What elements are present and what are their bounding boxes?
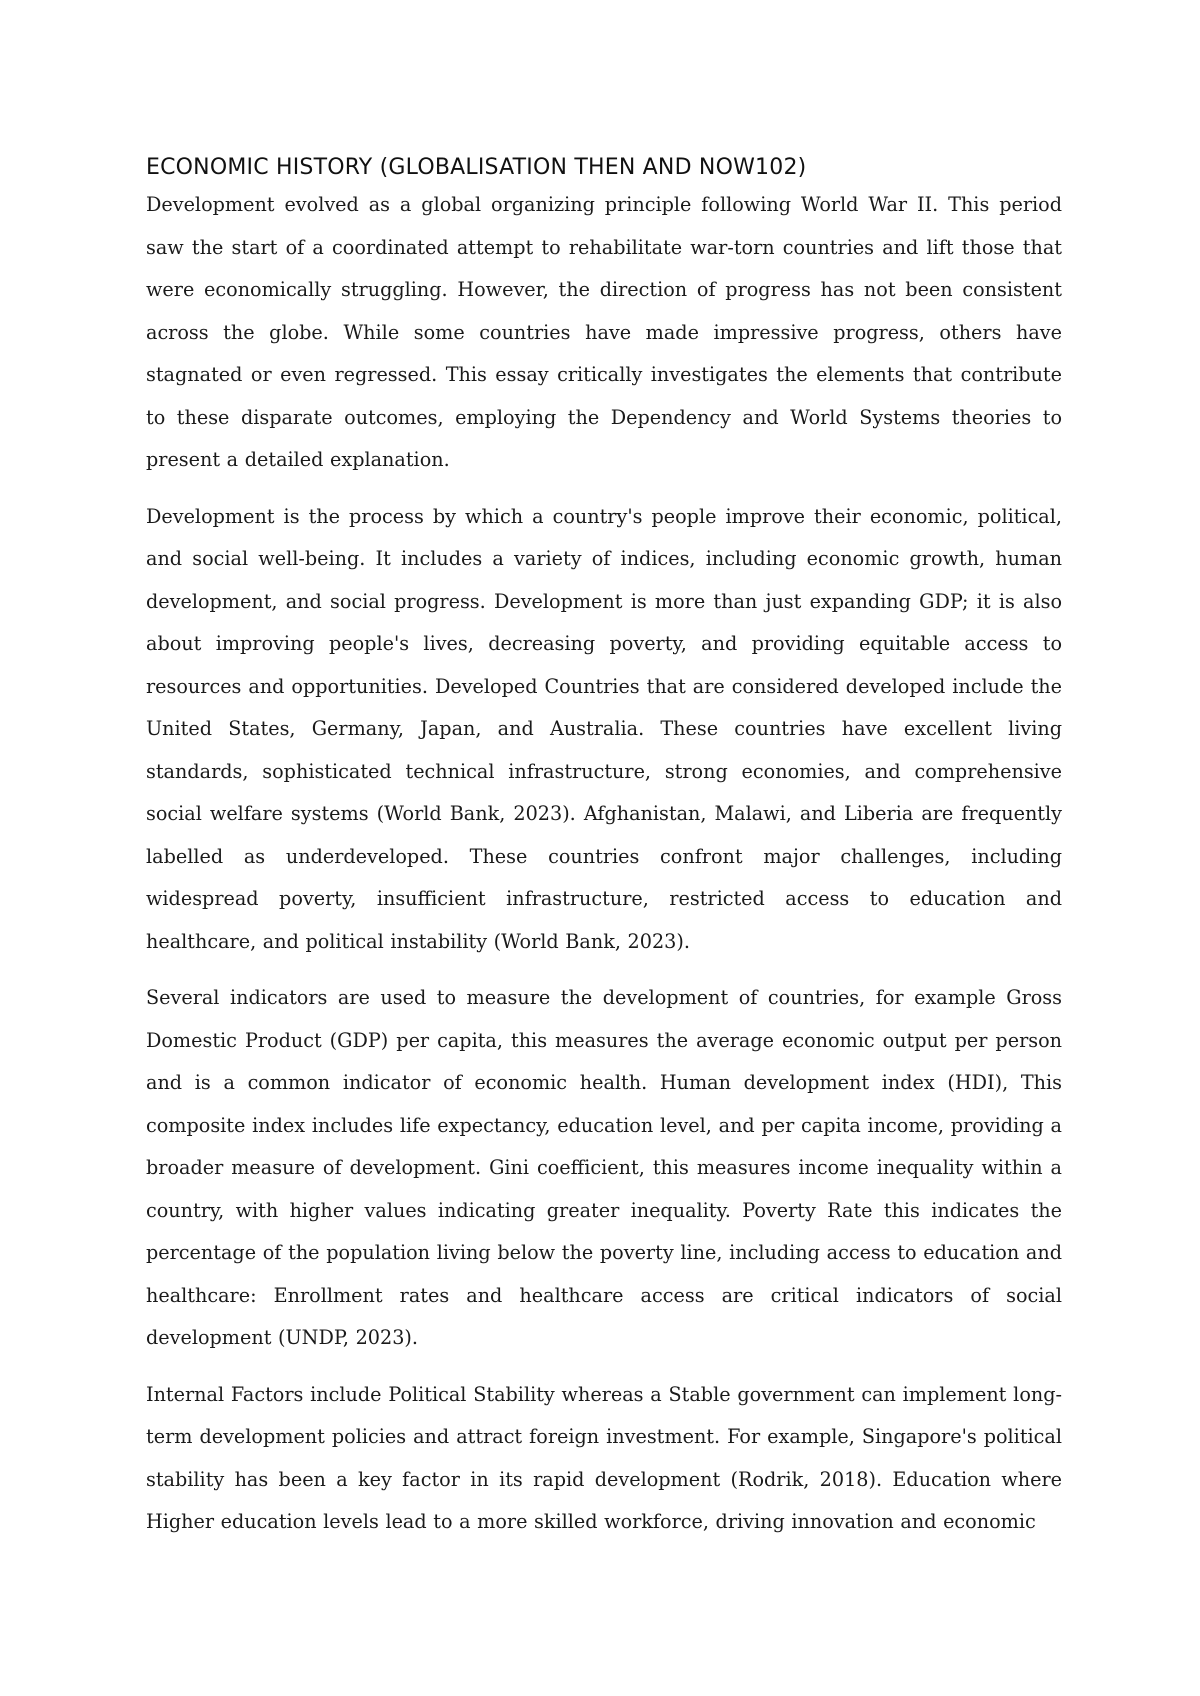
document-title: ECONOMIC HISTORY (GLOBALISATION THEN AND NOW102) — [146, 155, 807, 180]
paragraph-internal-factors: Internal Factors include Political Stability whereas a Stable government can implement long-term development policies and attract foreign investment. For example, Singapore's political stability has been a key factor in its rapid development (Rodrik, 2018). Education where Higher education levels lead to a more skilled workforce, driving innovation and economic — [146, 1382, 1062, 1533]
paragraph-indicators: Several indicators are used to measure the development of countries, for example Gross Domestic Product (GDP) per capita, this measures the average economic output per person and is a common indicator of economic health. Human development index (HDI), This composite index includes life expectancy, education level, and per capita income, providing a broader measure of development. Gini coefficient, this measures income inequality within a country, with higher values indicating greater inequality. Poverty Rate this indicates the percentage of the population living below the poverty line, including access to education and healthcare: Enrollment rates and healthcare access are critical indicators of social development (UNDP, 2023). — [146, 986, 1062, 1349]
document-body — [146, 154, 1062, 1558]
paragraph-intro: Development evolved as a global organizing principle following World War II. This period saw the start of a coordinated attempt to rehabilitate war-torn countries and lift those that were economically struggling. However, the direction of progress has not been consistent across the globe. While some countries have made impressive progress, others have stagnated or even regressed. This essay critically investigates the elements that contribute to these disparate outcomes, employing the Dependency and World Systems theories to present a detailed explanation. — [146, 193, 1062, 471]
paragraph-development-definition: Development is the process by which a country's people improve their economic, political, and social well-being. It includes a variety of indices, including economic growth, human development, and social progress. Development is more than just expanding GDP; it is also about improving people's lives, decreasing poverty, and providing equitable access to resources and opportunities. Developed Countries that are considered developed include the United States, Germany, Japan, and Australia. These countries have excellent living standards, sophisticated technical infrastructure, strong economies, and comprehensive social welfare systems (World Bank, 2023). Afghanistan, Malawi, and Liberia are frequently labelled as underdeveloped. These countries confront major challenges, including widespread poverty, insufficient infrastructure, restricted access to education and healthcare, and political instability (World Bank, 2023). — [146, 504, 1062, 953]
